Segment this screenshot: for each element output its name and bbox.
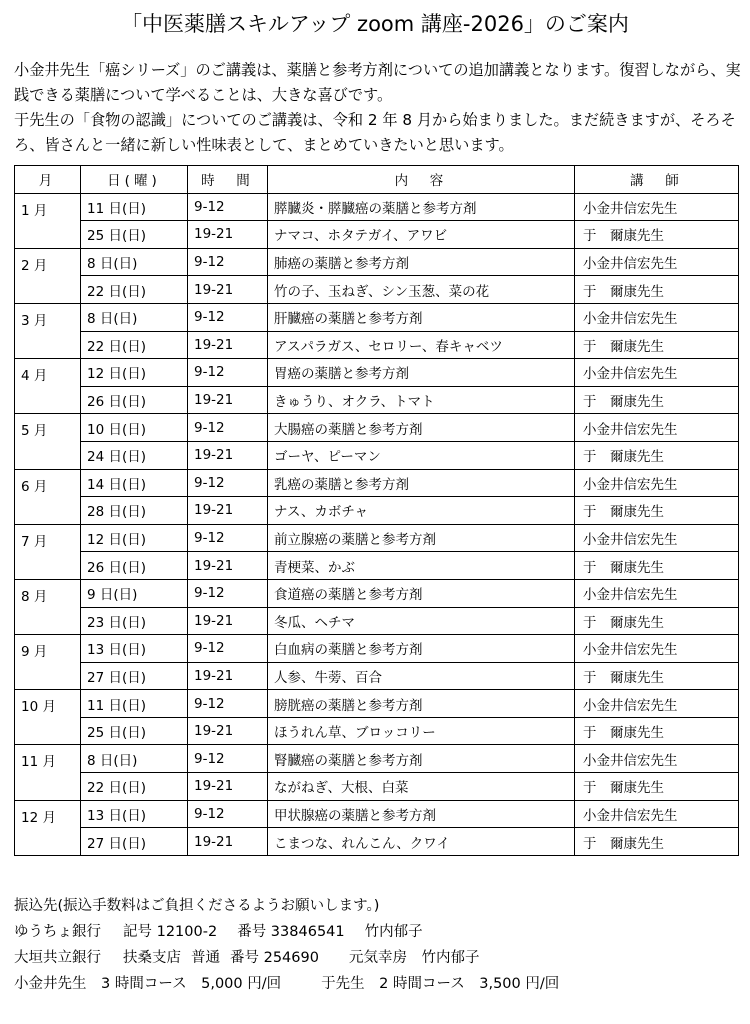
teacher-cell: 于 爾康先生 bbox=[575, 773, 739, 801]
header-time: 時 間 bbox=[188, 166, 268, 194]
header-teacher: 講 師 bbox=[575, 166, 739, 194]
month-cell: 10 月 bbox=[15, 690, 81, 745]
table-header-row bbox=[15, 166, 739, 194]
teacher-cell: 于 爾康先生 bbox=[575, 828, 739, 856]
content-cell: 膀胱癌の薬膳と参考方剤 bbox=[268, 690, 575, 718]
content-cell: 肝臓癌の薬膳と参考方剤 bbox=[268, 303, 575, 331]
month-cell: 11 月 bbox=[15, 745, 81, 800]
date-cell: 8 日(日) bbox=[81, 248, 188, 276]
table-row bbox=[15, 441, 739, 469]
teacher-cell: 于 爾康先生 bbox=[575, 717, 739, 745]
teacher-cell: 小金井信宏先生 bbox=[575, 193, 739, 221]
date-cell: 14 日(日) bbox=[81, 469, 188, 497]
date-cell: 22 日(日) bbox=[81, 773, 188, 801]
content-cell: 甲状腺癌の薬膳と参考方剤 bbox=[268, 800, 575, 828]
date-cell: 8 日(日) bbox=[81, 745, 188, 773]
table-row bbox=[15, 690, 739, 718]
month-cell: 12 月 bbox=[15, 800, 81, 855]
time-cell: 9-12 bbox=[188, 303, 268, 331]
header-content: 内 容 bbox=[268, 166, 575, 194]
intro-paragraph: 于先生の「食物の認識」についてのご講義は、令和 2 年 8 月から始まりました。まだ続きますが、そろそろ、皆さんと一緒に新しい性味表として、まとめていきたいと思います。 bbox=[14, 111, 736, 154]
date-cell: 26 日(日) bbox=[81, 386, 188, 414]
date-cell: 28 日(日) bbox=[81, 497, 188, 525]
table-row bbox=[15, 662, 739, 690]
date-cell: 13 日(日) bbox=[81, 800, 188, 828]
time-cell: 19-21 bbox=[188, 662, 268, 690]
date-cell: 25 日(日) bbox=[81, 221, 188, 249]
intro-paragraph: 小金井先生「癌シリーズ」のご講義は、薬膳と参考方剤についての追加講義となります。復習しながら、実践できる薬膳について学べることは、大きな喜びです。 bbox=[14, 61, 741, 104]
teacher-cell: 于 爾康先生 bbox=[575, 552, 739, 580]
teacher-cell: 小金井信宏先生 bbox=[575, 248, 739, 276]
content-cell: 前立腺癌の薬膳と参考方剤 bbox=[268, 524, 575, 552]
date-cell: 23 日(日) bbox=[81, 607, 188, 635]
content-cell: 人参、牛蒡、百合 bbox=[268, 662, 575, 690]
schedule-body bbox=[15, 193, 739, 855]
account-holder: 元気幸房 竹内郁子 bbox=[348, 950, 480, 966]
table-row bbox=[15, 414, 739, 442]
content-cell: ナス、カボチャ bbox=[268, 497, 575, 525]
date-cell: 22 日(日) bbox=[81, 331, 188, 359]
date-cell: 10 日(日) bbox=[81, 414, 188, 442]
teacher-cell: 小金井信宏先生 bbox=[575, 579, 739, 607]
date-cell: 13 日(日) bbox=[81, 635, 188, 663]
teacher-cell: 小金井信宏先生 bbox=[575, 469, 739, 497]
table-row bbox=[15, 800, 739, 828]
time-cell: 9-12 bbox=[188, 579, 268, 607]
time-cell: 9-12 bbox=[188, 359, 268, 387]
content-cell: 腎臓癌の薬膳と参考方剤 bbox=[268, 745, 575, 773]
table-row bbox=[15, 248, 739, 276]
bank-line-yucho bbox=[14, 919, 742, 945]
bank-line-ogaki bbox=[14, 945, 742, 971]
date-cell: 27 日(日) bbox=[81, 662, 188, 690]
time-cell: 9-12 bbox=[188, 800, 268, 828]
table-row bbox=[15, 828, 739, 856]
content-cell: 白血病の薬膳と参考方剤 bbox=[268, 635, 575, 663]
fee-koganei: 小金井先生 3 時間コース 5,000 円/回 bbox=[14, 976, 282, 992]
table-row bbox=[15, 497, 739, 525]
date-cell: 11 日(日) bbox=[81, 690, 188, 718]
time-cell: 9-12 bbox=[188, 248, 268, 276]
time-cell: 19-21 bbox=[188, 552, 268, 580]
date-cell: 9 日(日) bbox=[81, 579, 188, 607]
branch-name: 扶桑支店 bbox=[123, 950, 181, 966]
teacher-cell: 于 爾康先生 bbox=[575, 497, 739, 525]
schedule-table bbox=[14, 165, 739, 856]
teacher-cell: 小金井信宏先生 bbox=[575, 414, 739, 442]
content-cell: ナマコ、ホタテガイ、アワビ bbox=[268, 221, 575, 249]
table-row bbox=[15, 635, 739, 663]
table-row bbox=[15, 524, 739, 552]
table-row bbox=[15, 331, 739, 359]
date-cell: 25 日(日) bbox=[81, 717, 188, 745]
date-cell: 11 日(日) bbox=[81, 193, 188, 221]
content-cell: ながねぎ、大根、白菜 bbox=[268, 773, 575, 801]
month-cell: 3 月 bbox=[15, 303, 81, 358]
payment-info bbox=[14, 893, 742, 997]
month-cell: 7 月 bbox=[15, 524, 81, 579]
time-cell: 19-21 bbox=[188, 331, 268, 359]
time-cell: 19-21 bbox=[188, 276, 268, 304]
content-cell: ほうれん草、ブロッコリー bbox=[268, 717, 575, 745]
intro-text bbox=[14, 58, 742, 158]
content-cell: 胃癌の薬膳と参考方剤 bbox=[268, 359, 575, 387]
content-cell: 乳癌の薬膳と参考方剤 bbox=[268, 469, 575, 497]
content-cell: 大腸癌の薬膳と参考方剤 bbox=[268, 414, 575, 442]
time-cell: 9-12 bbox=[188, 193, 268, 221]
bank-name: 大垣共立銀行 bbox=[14, 950, 101, 966]
teacher-cell: 小金井信宏先生 bbox=[575, 745, 739, 773]
account-holder: 竹内郁子 bbox=[364, 924, 423, 940]
bank-name: ゆうちょ銀行 bbox=[14, 924, 101, 940]
table-row bbox=[15, 552, 739, 580]
month-cell: 1 月 bbox=[15, 193, 81, 248]
month-cell: 5 月 bbox=[15, 414, 81, 469]
teacher-cell: 小金井信宏先生 bbox=[575, 690, 739, 718]
table-row bbox=[15, 359, 739, 387]
teacher-cell: 于 爾康先生 bbox=[575, 276, 739, 304]
teacher-cell: 小金井信宏先生 bbox=[575, 524, 739, 552]
account-number: 番号 33846541 bbox=[237, 924, 345, 940]
table-row bbox=[15, 303, 739, 331]
date-cell: 26 日(日) bbox=[81, 552, 188, 580]
header-date: 日(曜) bbox=[81, 166, 188, 194]
transfer-heading: 振込先(振込手数料はご負担くださるようお願いします。) bbox=[14, 898, 380, 914]
content-cell: 肺癌の薬膳と参考方剤 bbox=[268, 248, 575, 276]
date-cell: 22 日(日) bbox=[81, 276, 188, 304]
date-cell: 8 日(日) bbox=[81, 303, 188, 331]
content-cell: こまつな、れんこん、クワイ bbox=[268, 828, 575, 856]
time-cell: 19-21 bbox=[188, 773, 268, 801]
page-title: 「中医薬膳スキルアップ zoom 講座-2026」のご案内 bbox=[121, 12, 629, 36]
date-cell: 12 日(日) bbox=[81, 359, 188, 387]
teacher-cell: 小金井信宏先生 bbox=[575, 303, 739, 331]
fee-yu: 于先生 2 時間コース 3,500 円/回 bbox=[321, 976, 560, 992]
month-cell: 8 月 bbox=[15, 579, 81, 634]
account-code: 記号 12100-2 bbox=[123, 924, 218, 940]
time-cell: 19-21 bbox=[188, 828, 268, 856]
content-cell: 竹の子、玉ねぎ、シン玉葱、菜の花 bbox=[268, 276, 575, 304]
table-row bbox=[15, 579, 739, 607]
content-cell: 膵臓炎・膵臓癌の薬膳と参考方剤 bbox=[268, 193, 575, 221]
account-number: 番号 254690 bbox=[230, 950, 319, 966]
time-cell: 19-21 bbox=[188, 607, 268, 635]
month-cell: 2 月 bbox=[15, 248, 81, 303]
date-cell: 12 日(日) bbox=[81, 524, 188, 552]
time-cell: 19-21 bbox=[188, 441, 268, 469]
teacher-cell: 于 爾康先生 bbox=[575, 386, 739, 414]
content-cell: 冬瓜、ヘチマ bbox=[268, 607, 575, 635]
table-row bbox=[15, 386, 739, 414]
table-row bbox=[15, 276, 739, 304]
content-cell: きゅうり、オクラ、トマト bbox=[268, 386, 575, 414]
date-cell: 27 日(日) bbox=[81, 828, 188, 856]
month-cell: 4 月 bbox=[15, 359, 81, 414]
time-cell: 9-12 bbox=[188, 414, 268, 442]
teacher-cell: 于 爾康先生 bbox=[575, 662, 739, 690]
table-row bbox=[15, 221, 739, 249]
teacher-cell: 于 爾康先生 bbox=[575, 331, 739, 359]
account-type: 普通 bbox=[191, 950, 220, 966]
table-row bbox=[15, 773, 739, 801]
table-row bbox=[15, 193, 739, 221]
time-cell: 9-12 bbox=[188, 745, 268, 773]
month-cell: 6 月 bbox=[15, 469, 81, 524]
date-cell: 24 日(日) bbox=[81, 441, 188, 469]
teacher-cell: 于 爾康先生 bbox=[575, 441, 739, 469]
content-cell: 青梗菜、かぶ bbox=[268, 552, 575, 580]
time-cell: 19-21 bbox=[188, 221, 268, 249]
table-row bbox=[15, 607, 739, 635]
table-row bbox=[15, 469, 739, 497]
time-cell: 9-12 bbox=[188, 469, 268, 497]
time-cell: 9-12 bbox=[188, 524, 268, 552]
time-cell: 19-21 bbox=[188, 497, 268, 525]
month-cell: 9 月 bbox=[15, 635, 81, 690]
content-cell: ゴーヤ、ピーマン bbox=[268, 441, 575, 469]
table-row bbox=[15, 745, 739, 773]
teacher-cell: 于 爾康先生 bbox=[575, 221, 739, 249]
teacher-cell: 小金井信宏先生 bbox=[575, 800, 739, 828]
time-cell: 9-12 bbox=[188, 690, 268, 718]
header-month: 月 bbox=[15, 166, 81, 194]
table-row bbox=[15, 717, 739, 745]
content-cell: 食道癌の薬膳と参考方剤 bbox=[268, 579, 575, 607]
teacher-cell: 于 爾康先生 bbox=[575, 607, 739, 635]
fee-line bbox=[14, 971, 742, 997]
time-cell: 19-21 bbox=[188, 717, 268, 745]
time-cell: 19-21 bbox=[188, 386, 268, 414]
content-cell: アスパラガス、セロリー、春キャベツ bbox=[268, 331, 575, 359]
teacher-cell: 小金井信宏先生 bbox=[575, 359, 739, 387]
teacher-cell: 小金井信宏先生 bbox=[575, 635, 739, 663]
time-cell: 9-12 bbox=[188, 635, 268, 663]
